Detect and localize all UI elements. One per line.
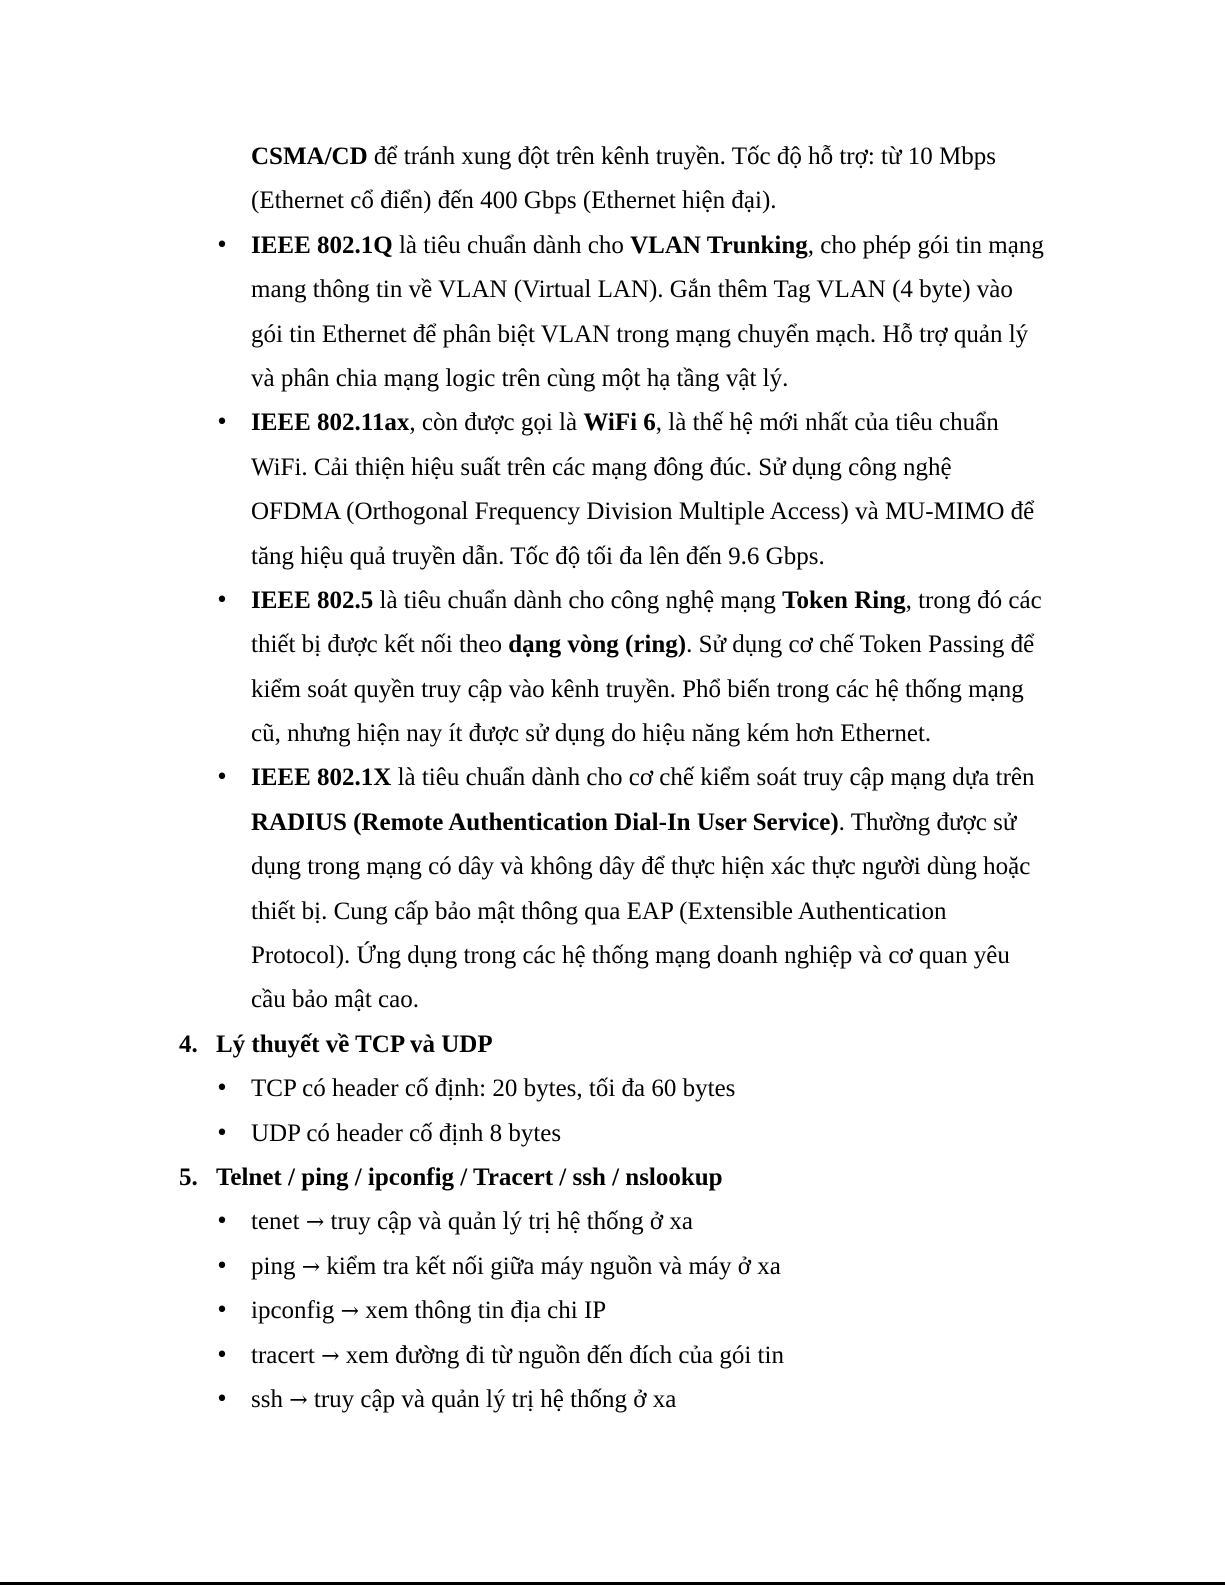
text-line: [0, 401, 1225, 445]
text-span: . Sử dụng cơ chế Token Passing để: [686, 631, 1035, 659]
bold-term: VLAN Trunking: [630, 231, 808, 259]
bold-term: IEEE 802.1X: [251, 764, 392, 792]
text-line: mang thông tin về VLAN (Virtual LAN). Gắn thêm Tag VLAN (4 byte) vào: [251, 276, 1013, 304]
bold-term: WiFi 6: [583, 409, 656, 437]
text-line: (Ethernet cổ điển) đến 400 Gbps (Ethernet hiện đại).: [251, 187, 777, 215]
bullet-icon: •: [215, 1120, 229, 1146]
list-item-ieee-8021q: [0, 224, 1225, 402]
bullet-icon: •: [215, 1076, 229, 1102]
command-name: tenet: [251, 1208, 306, 1236]
text-line: gói tin Ethernet để phân biệt VLAN trong mạng chuyển mạch. Hỗ trợ quản lý: [251, 320, 1029, 348]
list-item: [0, 1112, 1225, 1156]
arrow-right-icon: →: [289, 1387, 308, 1413]
text-span: . Thường được sử: [838, 808, 1017, 836]
text-span: , là thế hệ mới nhất của tiêu chuẩn: [655, 409, 999, 437]
section-title: Lý thuyết về TCP và UDP: [216, 1030, 493, 1058]
arrow-right-icon: →: [321, 1343, 340, 1369]
section-number: 5.: [179, 1163, 198, 1191]
text-span: UDP có header cố định 8 bytes: [251, 1119, 562, 1147]
bold-term: IEEE 802.1Q: [251, 231, 393, 259]
document-body: [0, 135, 1225, 1422]
bullet-icon: •: [215, 232, 229, 258]
command-name: ipconfig: [251, 1297, 341, 1325]
bold-term: IEEE 802.5: [251, 586, 374, 614]
section-heading-5: [0, 1156, 1225, 1200]
text-span: là tiêu chuẩn dành cho công nghệ mạng: [373, 586, 783, 614]
list-item: [0, 1334, 1225, 1378]
command-description: xem đường đi từ nguồn đến đích của gói tin: [339, 1341, 784, 1369]
text-line: cầu bảo mật cao.: [251, 986, 419, 1014]
text-span: là tiêu chuẩn dành cho: [392, 231, 631, 259]
list-item-ieee-80211ax: [0, 401, 1225, 579]
text-span: TCP có header cố định: 20 bytes, tối đa 60 bytes: [251, 1075, 736, 1103]
command-name: ssh: [251, 1385, 290, 1413]
text-line: kiểm soát quyền truy cập vào kênh truyền. Phổ biến trong các hệ thống mạng: [251, 675, 1024, 703]
arrow-right-icon: →: [340, 1299, 360, 1325]
bold-term: RADIUS (Remote Authentication Dial-In User Service): [251, 808, 839, 836]
text-span: , còn được gọi là: [409, 409, 584, 437]
text-span: là tiêu chuẩn dành cho cơ chế kiểm soát truy cập mạng dựa trên: [391, 764, 1035, 792]
text-line: dụng trong mạng có dây và không dây để thực hiện xác thực người dùng hoặc: [251, 853, 1031, 881]
command-description: xem thông tin địa chi IP: [359, 1297, 607, 1325]
command-description: truy cập và quản lý trị hệ thống ở xa: [307, 1385, 677, 1413]
list-item: [0, 1378, 1225, 1422]
command-name: tracert: [251, 1341, 322, 1369]
text-line: OFDMA (Orthogonal Frequency Division Multiple Access) và MU-MIMO để: [251, 498, 1035, 526]
command-description: truy cập và quản lý trị hệ thống ở xa: [324, 1208, 693, 1236]
bullet-icon: •: [215, 765, 229, 791]
text-line: [0, 623, 1225, 667]
bullet-icon: •: [215, 1209, 229, 1235]
text-line: Protocol). Ứng dụng trong các hệ thống mạng doanh nghiệp và cơ quan yêu: [251, 942, 1010, 970]
bullet-icon: •: [215, 1386, 229, 1412]
bullet-icon: •: [215, 1253, 229, 1279]
text-span: , cho phép gói tin mạng: [807, 231, 1044, 259]
text-line: tăng hiệu quả truyền dẫn. Tốc độ tối đa lên đến 9.6 Gbps.: [251, 542, 825, 570]
text-line: cũ, nhưng hiện nay ít được sử dụng do hiệu năng kém hơn Ethernet.: [251, 720, 932, 748]
list-item-ieee-8021x: [0, 756, 1225, 1022]
text-line: [0, 224, 1225, 268]
text-line: [0, 801, 1225, 845]
section-title: Telnet / ping / ipconfig / Tracert / ssh / nslookup: [216, 1163, 723, 1191]
list-item: [0, 1200, 1225, 1244]
text-line: [0, 579, 1225, 623]
bold-term: dạng vòng (ring): [508, 631, 687, 659]
bold-term: Token Ring: [782, 586, 906, 614]
list-item: [0, 1245, 1225, 1289]
arrow-right-icon: →: [305, 1210, 325, 1236]
text-span: thiết bị được kết nối theo: [251, 631, 509, 659]
bold-term: CSMA/CD: [251, 143, 368, 170]
section-heading-4: [0, 1023, 1225, 1067]
command-description: kiểm tra kết nối giữa máy nguồn và máy ở xa: [320, 1252, 781, 1280]
text-span: , trong đó các: [905, 586, 1042, 614]
list-item: [0, 1289, 1225, 1333]
bullet-icon: •: [215, 1298, 229, 1324]
text-line: và phân chia mạng logic trên cùng một hạ tầng vật lý.: [251, 364, 789, 392]
command-name: ping: [251, 1252, 302, 1280]
text-line: WiFi. Cải thiện hiệu suất trên các mạng đông đúc. Sử dụng công nghệ: [251, 453, 952, 481]
bullet-icon: •: [215, 1342, 229, 1368]
arrow-right-icon: →: [301, 1254, 321, 1280]
text-line: [0, 756, 1225, 800]
text-line: thiết bị. Cung cấp bảo mật thông qua EAP (Extensible Authentication: [251, 897, 947, 925]
section-number: 4.: [179, 1030, 198, 1058]
bold-term: IEEE 802.11ax: [251, 409, 410, 437]
text-line: [0, 135, 1225, 179]
text-span: để tránh xung đột trên kênh truyền. Tốc độ hỗ trợ: từ 10 Mbps: [367, 143, 996, 170]
list-item-ieee-8025: [0, 579, 1225, 757]
list-item: [0, 1067, 1225, 1111]
bullet-icon: •: [215, 587, 229, 613]
bullet-icon: •: [215, 410, 229, 436]
